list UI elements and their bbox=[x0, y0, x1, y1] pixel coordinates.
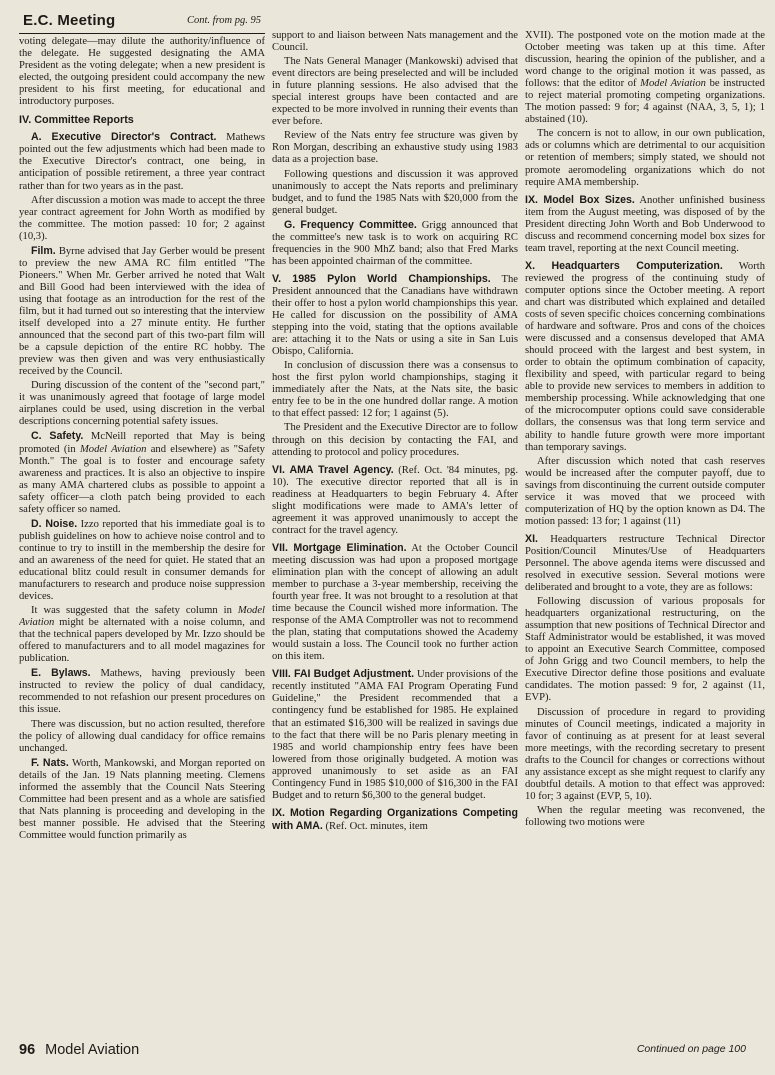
paragraph bbox=[525, 260, 765, 454]
paragraph bbox=[525, 533, 765, 594]
paragraph-text: At the October Council meeting discussion was had upon a proposed mortgage elimination plan with the concept of allowing an adult member to purchase a 3-year membership, receiving the fourth year free. It was not brought to a resolution at that time because the Council wished more information. The response of the AMA Comptroller was not to recommend the plan, stating that computations showed the Academy would sustain a loss. The Council took no further action on this item. bbox=[272, 542, 518, 663]
paragraph: Discussion of procedure in regard to providing minutes of Council meetings, indicated a majority in favor of continuing as at present for at least several more meetings, with the recording secretary to present drafts to the Council for changes or corrections without any assistance except as she might request to clarify any doubtful details. A motion to that effect was approved: 10 for; 3 against (EVP, 5, 10). bbox=[525, 706, 765, 802]
subsection-heading: D. Noise. bbox=[31, 517, 78, 530]
paragraph: In conclusion of discussion there was a consensus to host the first pylon world championships, staging it immediately after the Nats, at the Nats site, the basic entry fee to be in the one hundred dollar range. A motion to that effect passed: 12 for; 1 against (5). bbox=[272, 360, 518, 420]
subsection-heading: C. Safety. bbox=[31, 430, 84, 443]
paragraph: Review of the Nats entry fee structure was given by Ron Morgan, describing an exhaustive study using 1983 data as a projection base. bbox=[272, 130, 518, 166]
paragraph bbox=[19, 245, 265, 379]
section-heading: VI. AMA Travel Agency. bbox=[272, 463, 394, 476]
paragraph-text: Grigg announced that the committee's new task is to work on acquiring RC frequencies in the 900 MhZ band; also that Fred Marks has been appointed chairman of the committee. bbox=[272, 219, 518, 267]
paragraph bbox=[272, 219, 518, 268]
paragraph: voting delegate—may dilute the authority/influence of the delegate. He suggested designating the AMA President as the voting delegate; when a new president is elected, the outgoing president could accompany the new president to his first meeting, for educational and introductory purposes. bbox=[19, 36, 265, 108]
paragraph bbox=[525, 194, 765, 255]
section-heading: X. Headquarters Computerization. bbox=[525, 259, 723, 272]
paragraph-text: and elsewhere) as "Safety Month." The goal is to foster and encourage safety awareness and practices. It is also an objective to inspire as many AMA chartered clubs as possible to appoint a safety officer—a cloth patch being provided to each safety officer so named. bbox=[19, 443, 265, 515]
paragraph: The Nats General Manager (Mankowski) advised that event directors are being preselected and will be included in future planning sessions. He also advised that the special interest groups have been contacted and are expected to be more involved in running their events than ever before. bbox=[272, 56, 518, 128]
paragraph-text: Under provisions of the recently instituted "AMA FAI Program Operating Fund Guideline," the President recommended that a contingency fund be established for 1985. He explained that an estimated $16,300 will be realized in savings due to the fact that there will be no Paris plenary meeting in 1985 and world championship entry fees have been lowered from those originally budgeted. A motion was approved unanimously to set aside as an FAI Contingency Fund in 1985 $10,000 of $16,300 in the FAI Budget and to return $6,300 to the general budget. bbox=[272, 669, 518, 801]
paragraph bbox=[272, 542, 518, 663]
paragraph bbox=[272, 464, 518, 537]
subsection-heading: F. Nats. bbox=[31, 756, 69, 769]
paragraph-text: Another unfinished business item from the August meeting, was disposed of by the President directing John Worth and Bob Underwood to discuss and recommend concerning model box sizes for team travel, reporting at the next Council meeting. bbox=[525, 194, 765, 254]
paragraph-text: (Ref. Oct. minutes, item bbox=[325, 820, 428, 832]
subsection-heading: G. Frequency Committee. bbox=[284, 218, 417, 231]
text-column-3 bbox=[525, 30, 765, 1038]
paragraph-text: Izzo reported that his immediate goal is to publish guidelines on how to achieve noise control and to continue to try to instill in the membership the desire for and an awareness of the need for quiet. He stated that an educational blitz could result in consumer demands for manufacturers to research and produce noise suppression devices. bbox=[19, 518, 265, 603]
section-heading: IX. Model Box Sizes. bbox=[525, 193, 635, 206]
section-header bbox=[19, 6, 265, 32]
paragraph bbox=[19, 131, 265, 192]
paragraph-text: (Ref. Oct. '84 minutes, pg. 10). The executive director reported that all is in readiness at Headquarters to begin February 4. After slight modifications were made to AMA's letter of agreement it was approved unanimously to accept the contract for the travel agency. bbox=[272, 464, 518, 536]
subsection-heading: E. Bylaws. bbox=[31, 667, 91, 680]
paragraph: The concern is not to allow, in our own publication, ads or columns which are detrimental to our acquisition or retention of members; simply stated, we should not promote aeromodeling organizations which do not require AMA membership. bbox=[525, 128, 765, 188]
paragraph bbox=[272, 668, 518, 802]
paragraph: When the regular meeting was reconvened, the following two motions were bbox=[525, 804, 765, 828]
section-heading: XI. bbox=[525, 532, 538, 545]
paragraph-text: McNeill reported that May is being promoted (in bbox=[19, 431, 265, 455]
paragraph-text: Mathews pointed out the few adjustments which had been made to the Executive Director's contract, one being, in anticipation of possible retirement, a three year contract rather than for two years as in the past. bbox=[19, 132, 265, 192]
paragraph-text: Headquarters restructure Technical Director Position/Council Minutes/Use of Headquarters Personnel. The above agenda items were discussed and resolved in executive session. Several motions were deliberated and brought to a vote, they are as follows: bbox=[525, 533, 765, 594]
paragraph: During discussion of the content of the "second part," it was unanimously agreed that footage of large model airplanes could be used, using discretion in the verbal descriptions concerning potential safety issues. bbox=[19, 380, 265, 428]
paragraph-text: The President announced that the Canadians have withdrawn their offer to host a pylon world championships this year. He called for discussion on the possibility of AMA stepping into the void, stating that the options available are: attaching it to the Nats or using a site in San Luis Obispo, California. bbox=[272, 273, 518, 358]
paragraph-text: XVII). The postponed vote on the motion made at the October meeting was taken up at this time. After discussion, hearing the opinion of the publisher, and a word change to the original motion it was passed, as follows: that the editor of bbox=[525, 30, 765, 90]
paragraph bbox=[272, 807, 518, 833]
paragraph: The President and the Executive Director are to follow through on this decision by contacting the FAI, and attending to protocol and policy procedures. bbox=[272, 422, 518, 458]
paragraph bbox=[19, 667, 265, 716]
paragraph: Following discussion of various proposals for headquarters organizational restructuring, on the assumption that new positions of Technical Director and Staff Administrator would be established, it was moved to appoint an Executive Search Committee, composed of John Grigg and two Council members, to help the Executive Director define those positions and evaluate candidates. The motion passed: 9 for, 2 against (11, EVP). bbox=[525, 596, 765, 704]
paragraph-text: Byrne advised that Jay Gerber would be present to preview the new AMA RC film entitled "The Pioneers." When Mr. Gerber arrived he noted that Walt and Bill Good had been interviewed with the idea of using that footage as an introduction for the rest of the film, but it had turned out so interesting that the interview itself developed into a 27 minute entity. He further announced that the second part of this two-part film will be a capsule depiction of the entire RC hobby. The preview was then given and was very enthusiastically received by the Council. bbox=[19, 245, 265, 378]
paragraph-text: Worth reviewed the progress of the continuing study of computer options since the October meeting. A report and chart was distributed which explained and detailed costs of seven specific choices concerning combinations of hardware and software. Pros and cons of the choices were discussed and a consensus developed that AMA should proceed with the largest and best system, in order to obtain the optimum combination of capacity, flexibility and speed, with particular regard to being able to provide new services to members in addition to membership processing. While acknowledging that one of the microcomputer options could save considerable dollars, the consensus was that long term service and ability to handle future growth were more important than temporary savings. bbox=[525, 260, 765, 453]
continued-on-note: Continued on page 100 bbox=[636, 1043, 746, 1055]
paragraph-text: be instructed to reject material promoting competing organizations. The motion passed: 9 for; 4 against (NAA, 3, 5, 1); 1 abstained (10). bbox=[525, 78, 765, 126]
magazine-title: Model Aviation bbox=[79, 443, 147, 455]
paragraph bbox=[19, 518, 265, 603]
magazine-title: Model Aviation bbox=[19, 605, 265, 629]
paragraph-text: It was suggested that the safety column in bbox=[31, 605, 232, 617]
section-heading: VIII. FAI Budget Adjustment. bbox=[272, 668, 415, 681]
page-number: 96 bbox=[19, 1042, 36, 1058]
paragraph-text: Mathews, having previously been instructed to review the policy of dual candidacy, recommended to not refashion our present procedures on this issue. bbox=[19, 668, 265, 716]
paragraph bbox=[19, 605, 265, 665]
section-heading: IX. Motion Regarding Organizations Competing with AMA. bbox=[272, 806, 518, 832]
subsection-heading: A. Executive Director's Contract. bbox=[31, 131, 217, 144]
paragraph: There was discussion, but no action resulted, therefore the policy of allowing dual candidacy for office remains unchanged. bbox=[19, 718, 265, 754]
subsection-heading: Film. bbox=[31, 244, 56, 257]
paragraph bbox=[272, 273, 518, 358]
paragraph: After discussion which noted that cash reserves would be increased after the computer payoff, due to savings from discontinuing the current outside computer service it was moved that we proceed with computerization of HQ by the option known as D4. The motion passed: 13 for; 1 against (11) bbox=[525, 455, 765, 527]
section-heading: VII. Mortgage Elimination. bbox=[272, 541, 407, 554]
section-title: E.C. Meeting bbox=[23, 12, 116, 29]
paragraph: Following questions and discussion it was approved unanimously to accept the Nats reports and preliminary budget, and to fund the 1985 Nats with $20,000 from the general budget. bbox=[272, 168, 518, 216]
continued-from-note: Cont. from pg. 95 bbox=[187, 15, 261, 26]
paragraph: support to and liaison between Nats management and the Council. bbox=[272, 30, 518, 54]
paragraph bbox=[525, 30, 765, 126]
paragraph bbox=[19, 757, 265, 842]
section-heading: V. 1985 Pylon World Championships. bbox=[272, 272, 491, 285]
magazine-title: Model Aviation bbox=[640, 78, 706, 90]
paragraph bbox=[19, 430, 265, 515]
paragraph: After discussion a motion was made to accept the three year contract agreement for John Worth as modified by the committee. The motion passed: 10 for; 2 against (10,3). bbox=[19, 194, 265, 242]
header-rule bbox=[19, 33, 265, 34]
section-heading: IV. Committee Reports bbox=[19, 114, 134, 127]
text-column-2 bbox=[272, 30, 518, 1038]
text-column-1 bbox=[19, 36, 265, 1036]
magazine-name: Model Aviation bbox=[45, 1042, 140, 1058]
paragraph-text: might be alternated with a noise column, and that the technical papers developed by Mr. Izzo should be offered to manufacturers and to all model magazines for publication. bbox=[19, 617, 265, 665]
page-footer bbox=[19, 1042, 139, 1058]
paragraph-text: Worth, Mankowski, and Morgan reported on details of the Jan. 19 Nats planning meeting. Clemens informed the assembly that the Council Nats Steering Committee had been present and as a whole are satisfied that Nats planning is proceeding and developing in the best manner possible. He advised that the Steering Committee would function primarily as bbox=[19, 757, 265, 841]
